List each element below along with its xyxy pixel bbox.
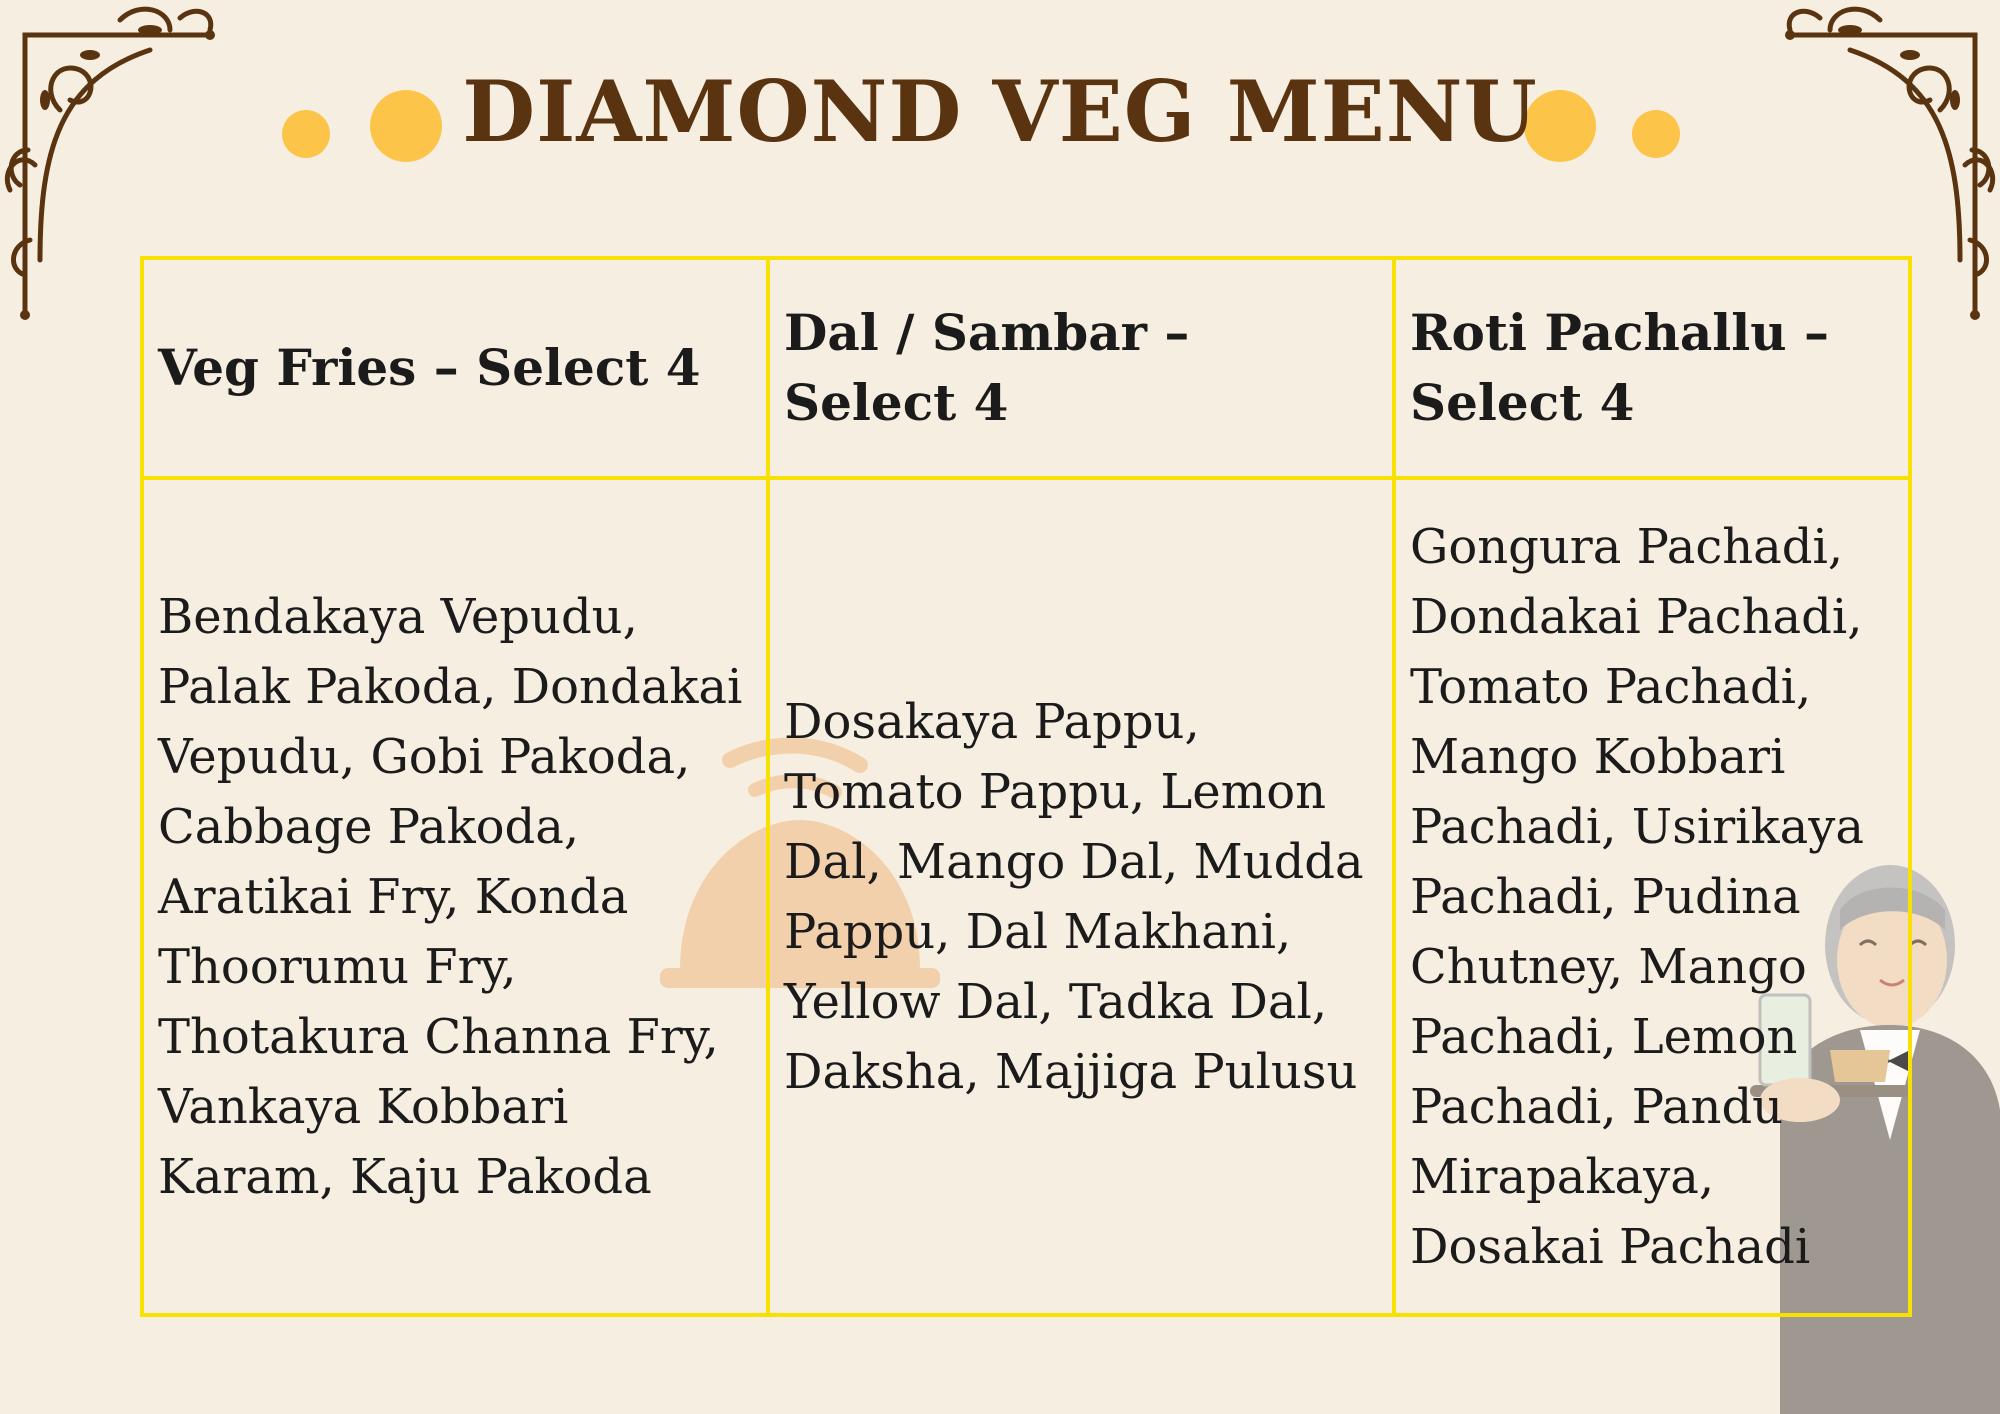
dal-sambar-items: Dosakaya Pappu, Tomato Pappu, Lemon Dal, Mango Dal, Mudda Pappu, Dal Makhani, Yellow Dal, Tadka Dal, Daksha, Majjiga Pulusu	[768, 478, 1394, 1315]
roti-pachallu-items: Gongura Pachadi, Dondakai Pachadi, Tomato Pachadi, Mango Kobbari Pachadi, Usirikaya Pachadi, Pudina Chutney, Mango Pachadi, Lemon Pachadi, Pandu Mirapakaya, Dosakai Pachadi	[1394, 478, 1910, 1315]
table-header-row	[142, 258, 1910, 478]
column-header-dal-sambar: Dal / Sambar – Select 4	[768, 258, 1394, 478]
veg-fries-items: Bendakaya Vepudu, Palak Pakoda, Dondakai Vepudu, Gobi Pakoda, Cabbage Pakoda, Aratikai Fry, Konda Thoorumu Fry, Thotakura Channa Fry, Vankaya Kobbari Karam, Kaju Pakoda	[142, 478, 768, 1315]
table-row	[142, 478, 1910, 1315]
column-header-roti-pachallu: Roti Pachallu – Select 4	[1394, 258, 1910, 478]
page-title: DIAMOND VEG MENU	[462, 62, 1538, 161]
column-header-veg-fries: Veg Fries – Select 4	[142, 258, 768, 478]
menu-table	[140, 256, 1912, 1317]
